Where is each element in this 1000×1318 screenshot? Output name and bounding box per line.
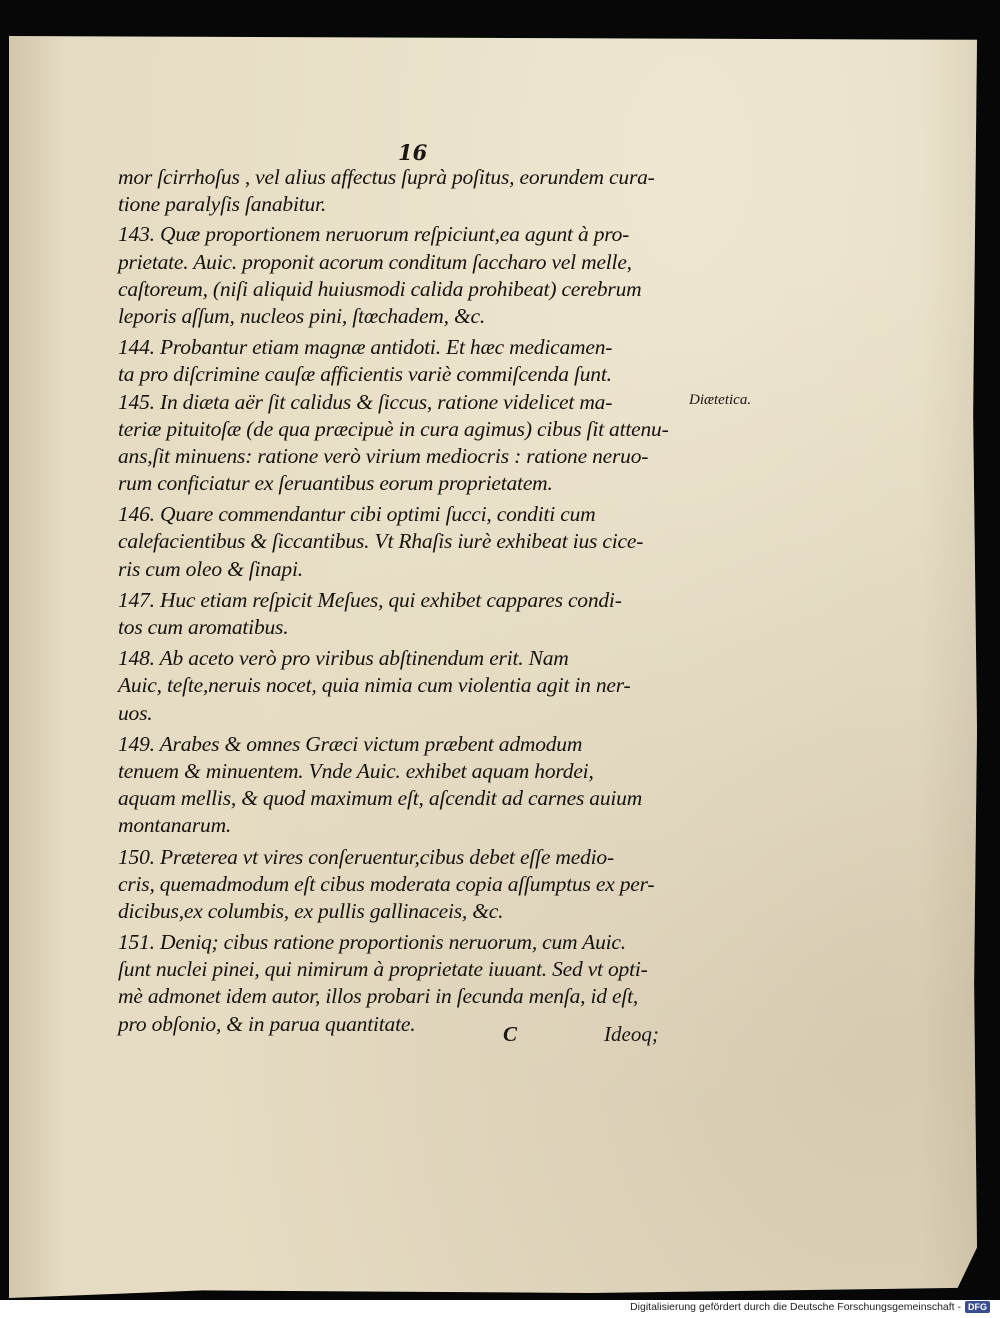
text-line: tione paralyſis ſanabitur. <box>118 192 327 217</box>
footer-credit-text: Digitalisierung gefördert durch die Deutsche Forschungsgemeinschaft - <box>630 1301 961 1313</box>
text-line: tenuem & minuentem. Vnde Auic. exhibet aquam hordei, <box>118 758 594 783</box>
page-number: 16 <box>398 140 428 165</box>
text-line: aquam mellis, & quod maximum eſt, aſcendit ad carnes auium <box>118 786 643 811</box>
text-line: caſtoreum, (niſi aliquid huiusmodi calida prohibeat) cerebrum <box>118 276 642 301</box>
text-line: prietate. Auic. proponit acorum conditum ſaccharo vel melle, <box>118 249 632 274</box>
text-line: uos. <box>118 700 153 725</box>
text-line: ans,ſit minuens: ratione verò virium mediocris : ratione neruo- <box>118 443 649 468</box>
text-line: rum conficiatur ex ſeruantibus eorum proprietatem. <box>118 471 553 496</box>
text-line: leporis aſſum, nucleos pini, ſtœchadem, &c. <box>118 303 486 328</box>
text-line: teriæ pituitoſæ (de qua præcipuè in cura agimus) cibus ſit attenu- <box>118 416 669 441</box>
text-line: ta pro diſcrimine cauſæ afficientis variè commiſcenda ſunt. <box>118 362 612 387</box>
text-line: cris, quemadmodum eſt cibus moderata copia aſſumptus ex per- <box>118 871 655 896</box>
text-line: ſunt nuclei pinei, qui nimirum à proprietate iuuant. Sed vt opti- <box>118 957 648 982</box>
text-line: 151. Deniq; cibus ratione proportionis neruorum, cum Auic. <box>118 930 626 955</box>
body-text <box>118 164 678 1038</box>
text-line: 144. Probantur etiam magnæ antidoti. Et hæc medicamen- <box>118 335 613 360</box>
text-line: 148. Ab aceto verò pro viribus abſtinendum erit. Nam <box>118 646 569 671</box>
text-line: pro obſonio, & in parua quantitate. <box>118 1011 416 1036</box>
text-line: calefacientibus & ſiccantibus. Vt Rhaſis iurè exhibeat ius cice- <box>118 529 644 554</box>
text-line: 147. Huc etiam reſpicit Meſues, qui exhibet cappares condi- <box>118 587 622 612</box>
text-line: 150. Præterea vt vires conſeruentur,cibus debet eſſe medio- <box>118 844 614 869</box>
text-line: 143. Quæ proportionem neruorum reſpiciunt,ea agunt à pro- <box>118 222 630 247</box>
footer-credit <box>630 1301 990 1313</box>
text-line: montanarum. <box>118 813 232 838</box>
text-line: tos cum aromatibus. <box>118 615 289 639</box>
dfg-logo: DFG <box>965 1301 990 1313</box>
text-line: Auic, teſte,neruis nocet, quia nimia cum violentia agit in ner- <box>118 673 631 698</box>
text-line: 149. Arabes & omnes Græci victum præbent admodum <box>118 731 583 756</box>
text-line: mor ſcirrhoſus , vel alius affectus ſuprà poſitus, eorundem cura- <box>118 165 655 189</box>
catchword: Ideoq; <box>604 1022 659 1046</box>
text-line: mè admonet idem autor, illos probari in ſecunda menſa, id eſt, <box>118 984 639 1009</box>
text-line: ris cum oleo & ſinapi. <box>118 556 303 581</box>
text-line: 145. In diæta aër ſit calidus & ſiccus, ratione videlicet ma- <box>118 389 613 414</box>
signature-mark: C <box>503 1022 518 1046</box>
text-line: dicibus,ex columbis, ex pullis gallinaceis, &c. <box>118 898 504 923</box>
text-line: 146. Quare commendantur cibi optimi ſucci, conditi cum <box>118 502 596 527</box>
margin-note: Diætetica. <box>689 392 752 408</box>
